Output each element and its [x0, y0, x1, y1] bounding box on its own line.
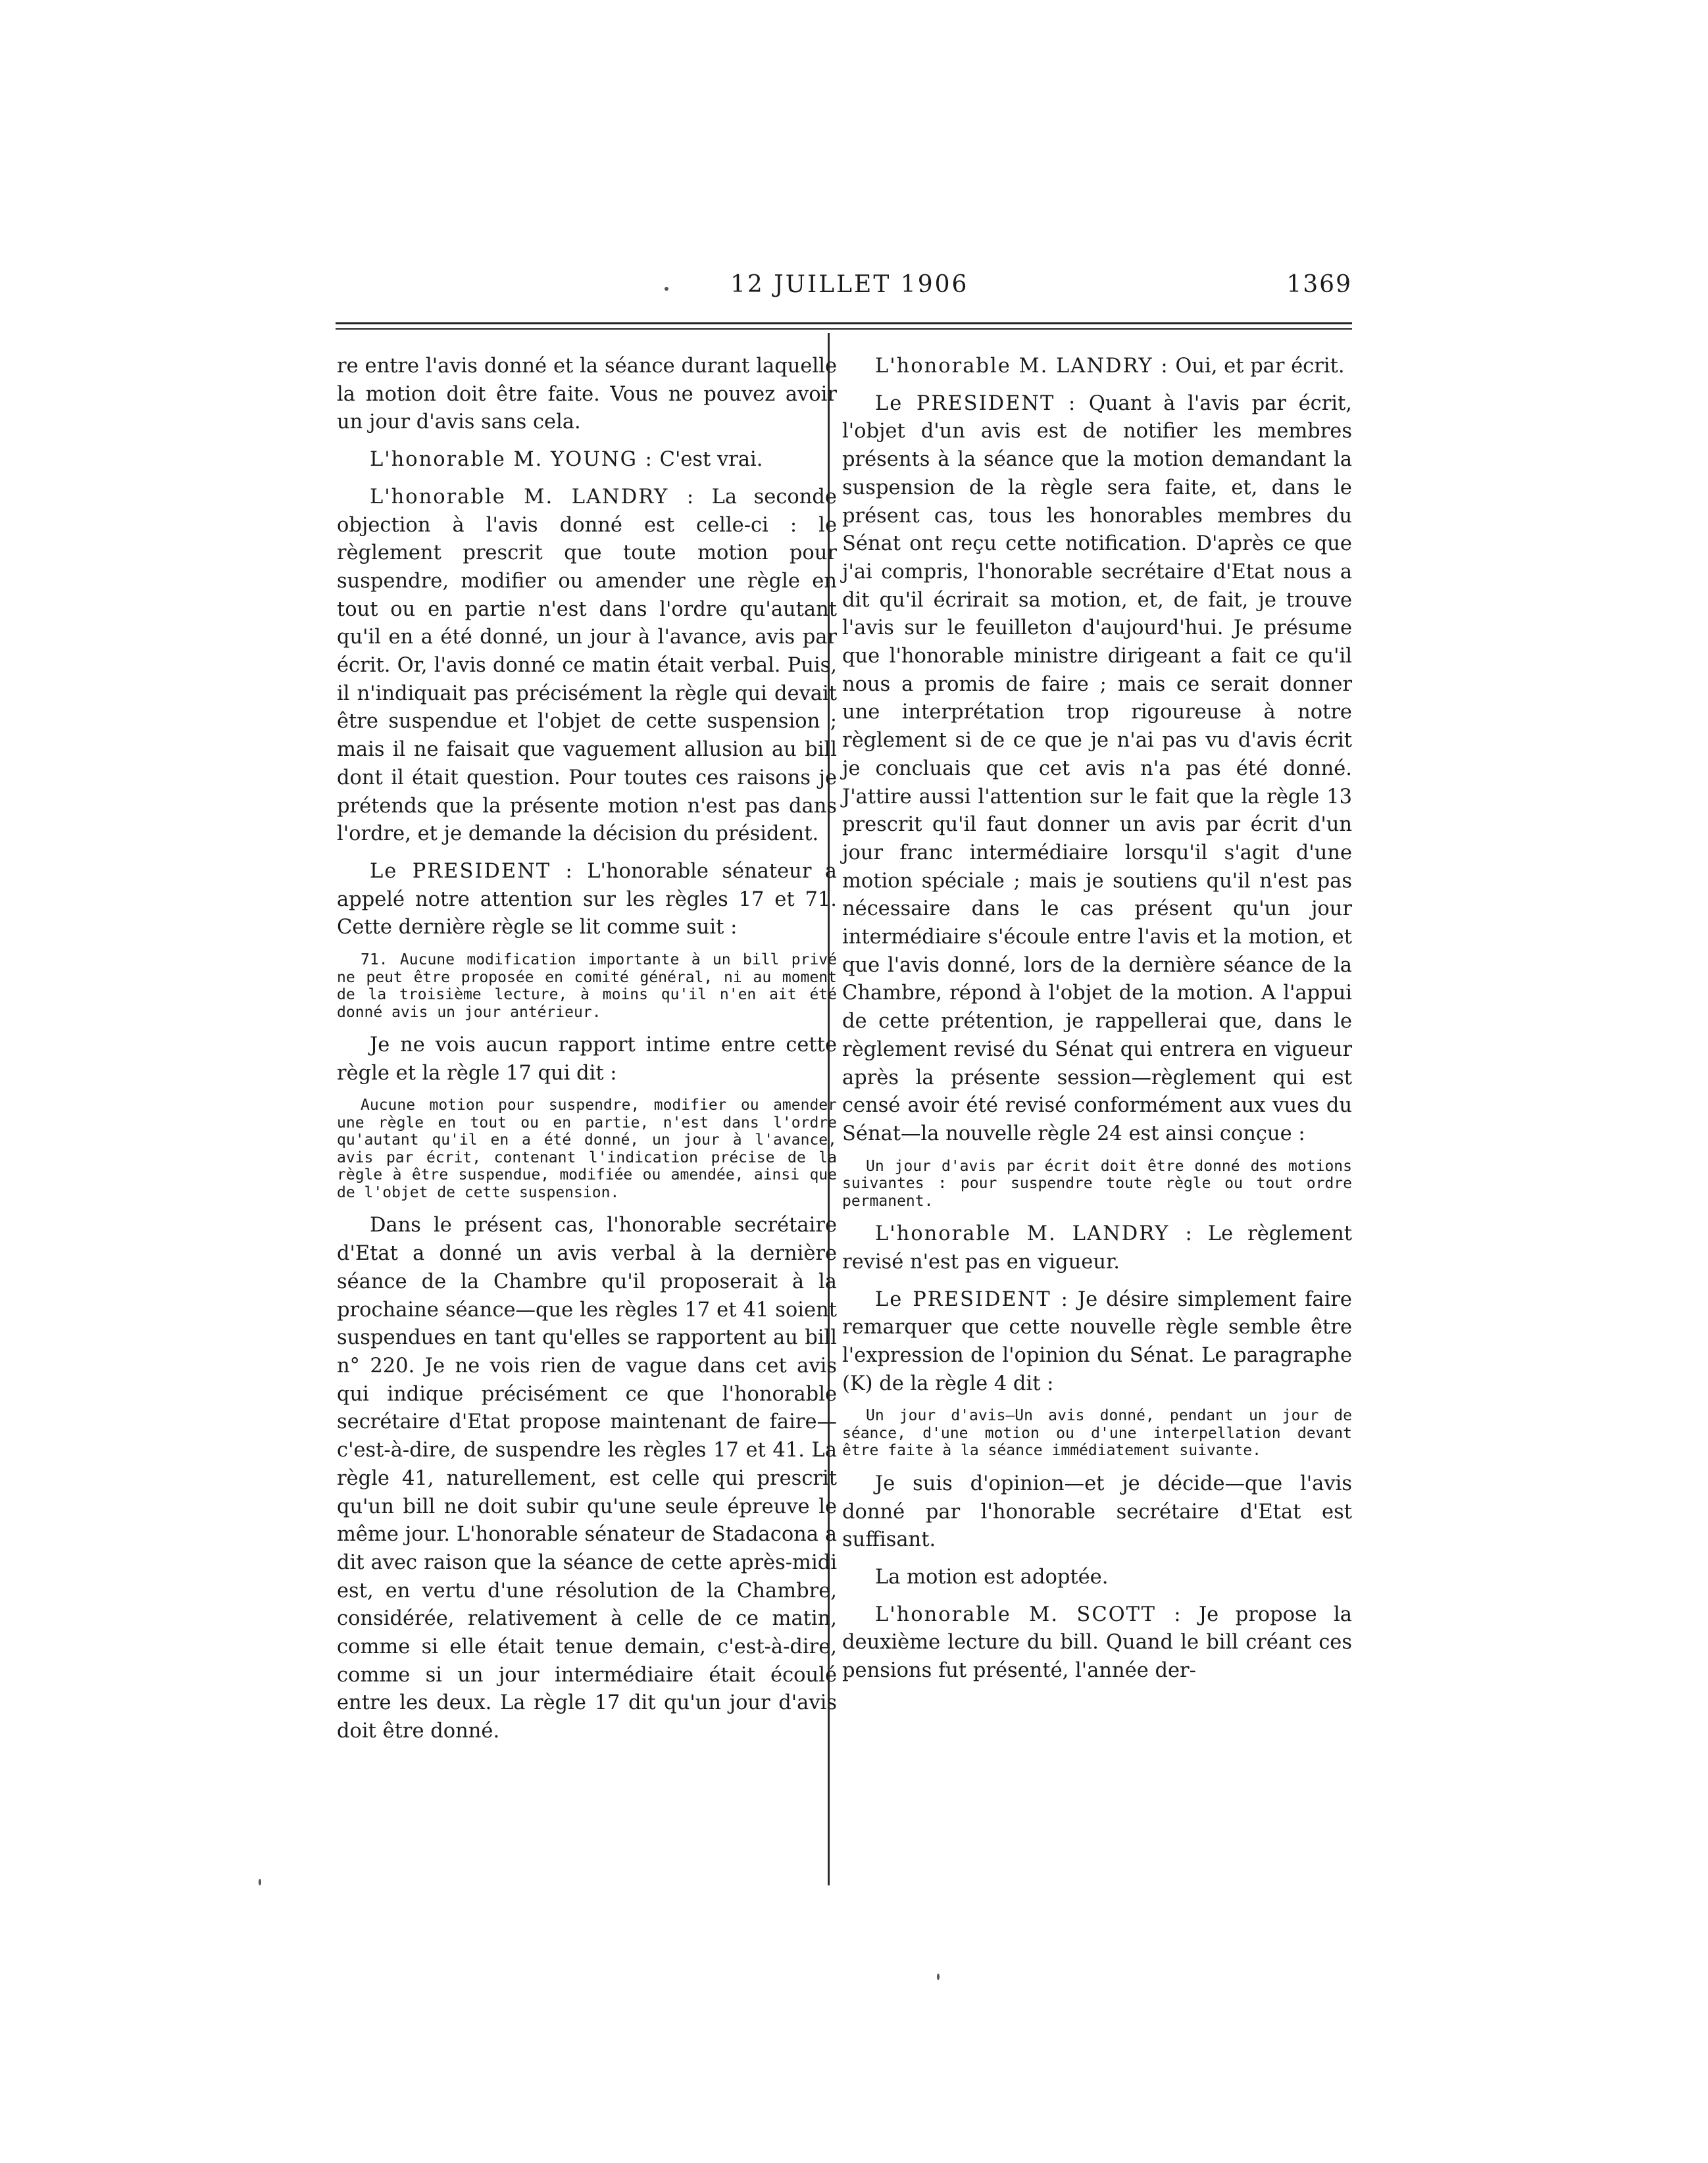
paragraph	[842, 1470, 1352, 1554]
left-column	[337, 353, 837, 1755]
paragraph	[842, 1220, 1352, 1276]
paragraph-text: La motion est adoptée.	[875, 1566, 1109, 1589]
paragraph	[337, 1032, 837, 1087]
speaker-name: L'honorable M. LANDRY :	[875, 1222, 1193, 1246]
paragraph-text: La seconde objection à l'avis donné est celle-ci : le règlement prescrit que toute motion pour suspendre, modifier ou amender une règle en tout ou en partie n'est dans l'ordre qu'autant qu'il en a été donné, un jour à l'avance, avis par écrit. Or, l'avis donné ce matin était verbal. Puis, il n'indiquait pas précisément la règle qui devait être suspendue et l'objet de cette suspension ; mais il ne faisait que vaguement allusion au bill dont il était question. Pour toutes ces raisons je prétends que la présente motion n'est pas dans l'ordre, et je demande la décision du président.	[337, 485, 837, 846]
speaker-name: Le PRESIDENT :	[370, 859, 574, 883]
paragraph-text: L'honorable sénateur a appelé notre attention sur les règles 17 et 71. Cette dernière règle se lit comme suit :	[337, 859, 837, 939]
speaker-name: L'honorable M. SCOTT :	[875, 1603, 1182, 1626]
paragraph-text: C'est vrai.	[653, 448, 763, 472]
quoted-rule	[842, 1407, 1352, 1460]
paragraph-text: Le règlement revisé n'est pas en vigueur.	[842, 1222, 1352, 1274]
paragraph-text: Je ne vois aucun rapport intime entre cette règle et la règle 17 qui dit :	[337, 1033, 837, 1085]
header-page-number: 1369	[1286, 271, 1352, 298]
paragraph-text: Je désire simplement faire remarquer que cette nouvelle règle semble être l'expression de l'opinion du Sénat. Le paragraphe (K) de la règle 4 dit :	[842, 1287, 1352, 1395]
header-rule-bottom	[336, 328, 1352, 330]
paragraph	[337, 446, 837, 474]
speaker-name: L'honorable M. LANDRY :	[370, 485, 695, 509]
paragraph-text: re entre l'avis donné et la séance durant laquelle la motion doit être faite. Vous ne pouvez avoir un jour d'avis sans cela.	[337, 355, 837, 434]
paragraph-text: Oui, et par écrit.	[1168, 355, 1345, 378]
scan-speck	[259, 1879, 261, 1885]
paragraph	[337, 484, 837, 849]
paragraph-text: Un jour d'avis par écrit doit être donné des motions suivantes : pour suspendre toute règle ou tout ordre permanent.	[842, 1157, 1352, 1210]
paragraph-text: Je suis d'opinion—et je décide—que l'avis donné par l'honorable secrétaire d'Etat est suffisant.	[842, 1472, 1352, 1552]
speaker-name: L'honorable M. LANDRY :	[875, 355, 1169, 378]
paragraph	[842, 1286, 1352, 1399]
scan-speck	[937, 1974, 940, 1980]
right-column	[842, 353, 1352, 1695]
quoted-rule	[842, 1158, 1352, 1210]
scan-speck	[665, 287, 668, 291]
paragraph-text: Quant à l'avis par écrit, l'objet d'un avis est de notifier les membres présents à la séance que la motion demandant la suspension de la règle sera faite, et, dans le présent cas, tous les honorables membres du Sénat ont reçu cette notification. D'après ce que j'ai compris, l'honorable secrétaire d'Etat nous a dit qu'il écrirait sa motion, et, de fait, je trouve l'avis sur le feuilleton d'aujourd'hui. Je présume que l'honorable ministre dirigeant a fait ce qu'il nous a promis de faire ; mais ce serait donner une interprétation trop rigoureuse à notre règlement si de ce que je n'ai pas vu d'avis écrit je concluais que cet avis n'a pas été donné. J'attire aussi l'attention sur le fait que la règle 13 prescrit qu'il faut donner un avis par écrit d'un jour franc intermédiaire lorsqu'il s'agit d'une motion spéciale ; mais je soutiens qu'il n'est pas nécessaire dans le cas présent qu'un jour intermédiaire s'écoule entre l'avis et la motion, et que l'avis donné, lors de la dernière séance de la Chambre, répond à l'objet de la motion. A l'appui de cette prétention, je rappellerai que, dans le règlement revisé du Sénat qui entrera en vigueur après la présente session—règlement qui est censé avoir été revisé conformément aux vues du Sénat—la nouvelle règle 24 est ainsi conçue :	[842, 391, 1352, 1145]
speaker-name: L'honorable M. YOUNG :	[370, 448, 653, 472]
paragraph-text: Je propose la deuxième lecture du bill. Quand le bill créant ces pensions fut présenté, l'année der-	[842, 1603, 1352, 1683]
page-header	[336, 271, 1352, 304]
paragraph-text: 71. Aucune modification importante à un bill privé ne peut être proposée en comité général, ni au moment de la troisième lecture, à moins qu'il n'en ait été donné avis un jour antérieur.	[337, 951, 837, 1021]
header-rule-top	[336, 322, 1352, 324]
quoted-rule	[337, 951, 837, 1021]
paragraph-text: Aucune motion pour suspendre, modifier ou amender une règle en tout ou en partie, n'est dans l'ordre qu'autant qu'il en a été donné, un jour à l'avance, avis par écrit, contenant l'indication précise de la règle à être suspendue, modifiée ou amendée, ainsi que de l'objet de cette suspension.	[337, 1097, 837, 1201]
paragraph	[337, 1212, 837, 1745]
paragraph	[337, 353, 837, 437]
paragraph-text: Un jour d'avis—Un avis donné, pendant un jour de séance, d'une motion ou d'une interpellation devant être faite à la séance immédiatement suivante.	[842, 1407, 1352, 1460]
paragraph	[337, 858, 837, 942]
paragraph	[842, 1601, 1352, 1685]
quoted-rule	[337, 1097, 837, 1201]
paragraph-text: Dans le présent cas, l'honorable secrétaire d'Etat a donné un avis verbal à la dernière séance de la Chambre qu'il proposerait à la prochaine séance—que les règles 17 et 41 soient suspendues en tant qu'elles se rapportent au bill n° 220. Je ne vois rien de vague dans cet avis qui indique précisément ce que l'honorable secrétaire d'Etat propose maintenant de faire—c'est-à-dire, de suspendre les règles 17 et 41. La règle 41, naturellement, est celle qui prescrit qu'un bill ne doit subir qu'une seule épreuve le même jour. L'honorable sénateur de Stadacona a dit avec raison que la séance de cette après-midi est, en vertu d'une résolution de la Chambre, considérée, relativement à celle de ce matin, comme si elle était tenue demain, c'est-à-dire, comme si un jour intermédiaire était écoulé entre les deux. La règle 17 dit qu'un jour d'avis doit être donné.	[337, 1214, 837, 1743]
speaker-name: Le PRESIDENT :	[875, 391, 1077, 415]
paragraph	[842, 353, 1352, 381]
header-date: 12 JUILLET 1906	[730, 271, 969, 298]
paragraph	[842, 390, 1352, 1149]
speaker-name: Le PRESIDENT :	[875, 1287, 1069, 1311]
paragraph	[842, 1564, 1352, 1592]
